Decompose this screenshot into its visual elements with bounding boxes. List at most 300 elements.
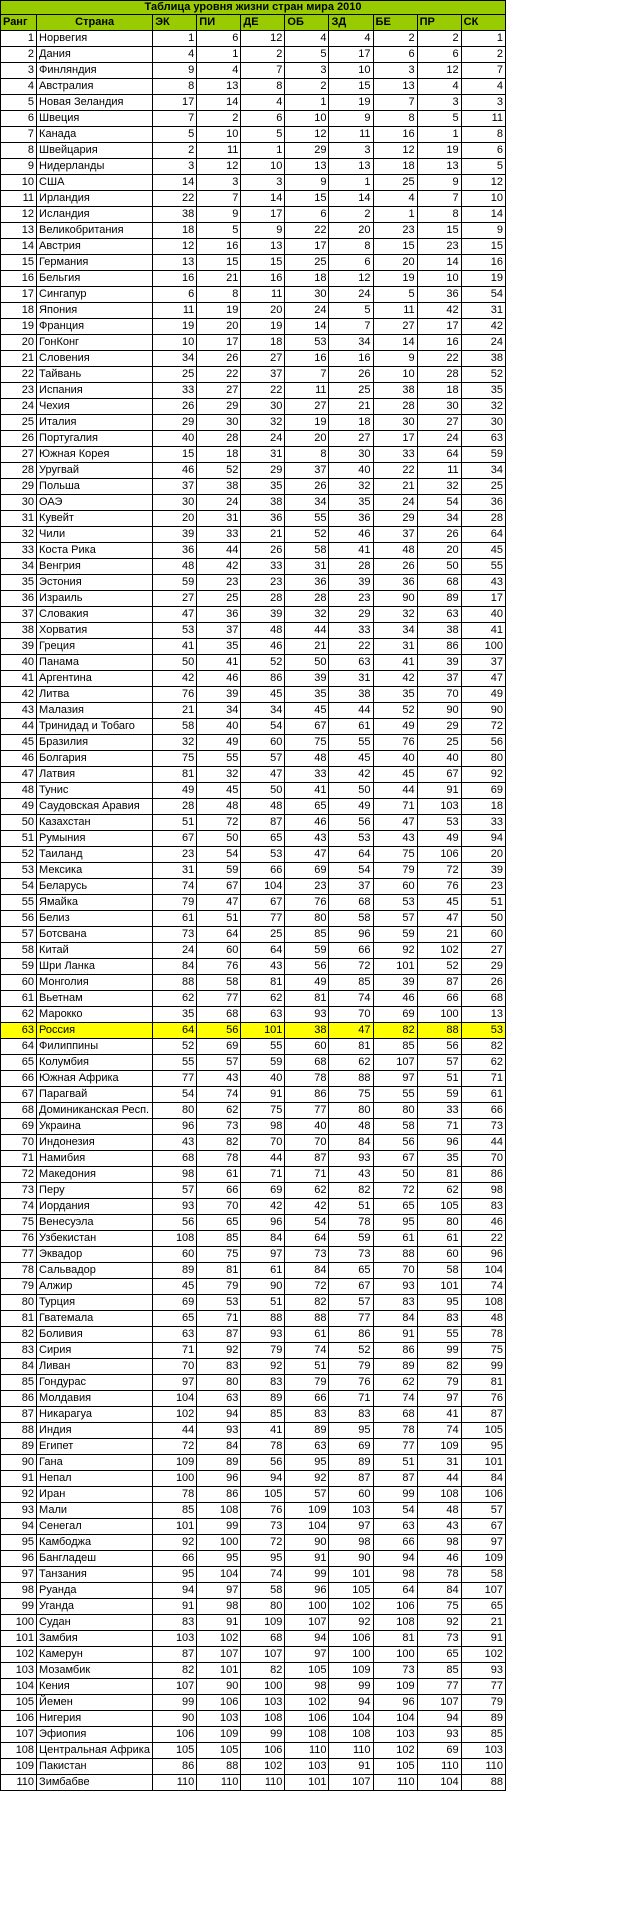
cell-pr: 4 [417,79,461,95]
cell-pr: 73 [417,1631,461,1647]
table-row [1,143,506,159]
cell-de: 33 [241,559,285,575]
cell-zd: 43 [329,1167,373,1183]
cell-ob: 85 [285,927,329,943]
cell-ek: 103 [153,1631,197,1647]
cell-pi: 23 [197,575,241,591]
cell-ek: 41 [153,639,197,655]
cell-be: 2 [373,31,417,47]
cell-de: 98 [241,1119,285,1135]
cell-ek: 31 [153,863,197,879]
cell-zd: 75 [329,1087,373,1103]
cell-de: 48 [241,623,285,639]
cell-ob: 15 [285,191,329,207]
cell-pr: 108 [417,1487,461,1503]
cell-ob: 88 [285,1311,329,1327]
cell-de: 99 [241,1727,285,1743]
cell-de: 101 [241,1023,285,1039]
cell-pi: 27 [197,383,241,399]
cell-be: 90 [373,591,417,607]
cell-zd: 38 [329,687,373,703]
cell-zd: 17 [329,47,373,63]
cell-sk: 50 [461,911,505,927]
cell-zd: 30 [329,447,373,463]
cell-country: Япония [37,303,153,319]
cell-sk: 92 [461,767,505,783]
cell-zd: 86 [329,1327,373,1343]
cell-rank: 38 [1,623,37,639]
cell-pr: 25 [417,735,461,751]
cell-ob: 48 [285,751,329,767]
cell-zd: 79 [329,1359,373,1375]
cell-country: Камбоджа [37,1535,153,1551]
table-row [1,383,506,399]
table-row [1,319,506,335]
cell-rank: 43 [1,703,37,719]
cell-ob: 76 [285,895,329,911]
cell-de: 65 [241,831,285,847]
cell-ek: 99 [153,1695,197,1711]
cell-pi: 36 [197,607,241,623]
cell-pr: 40 [417,751,461,767]
cell-pr: 20 [417,543,461,559]
table-row [1,639,506,655]
cell-zd: 33 [329,623,373,639]
cell-de: 54 [241,719,285,735]
cell-pr: 83 [417,1311,461,1327]
cell-zd: 25 [329,383,373,399]
cell-rank: 31 [1,511,37,527]
cell-zd: 41 [329,543,373,559]
cell-rank: 82 [1,1327,37,1343]
cell-pr: 87 [417,975,461,991]
table-row [1,1135,506,1151]
cell-rank: 35 [1,575,37,591]
cell-rank: 71 [1,1151,37,1167]
cell-pr: 33 [417,1103,461,1119]
cell-be: 19 [373,271,417,287]
cell-ob: 35 [285,687,329,703]
cell-ob: 18 [285,271,329,287]
cell-de: 97 [241,1247,285,1263]
cell-country: Руанда [37,1583,153,1599]
cell-pr: 104 [417,1775,461,1791]
cell-rank: 53 [1,863,37,879]
cell-ek: 107 [153,1679,197,1695]
cell-rank: 64 [1,1039,37,1055]
cell-sk: 13 [461,1007,505,1023]
cell-be: 63 [373,1519,417,1535]
cell-pi: 11 [197,143,241,159]
cell-ob: 13 [285,159,329,175]
cell-pr: 1 [417,127,461,143]
cell-sk: 20 [461,847,505,863]
cell-pi: 2 [197,111,241,127]
cell-be: 57 [373,911,417,927]
cell-zd: 62 [329,1055,373,1071]
cell-ob: 96 [285,1583,329,1599]
cell-ob: 43 [285,831,329,847]
cell-ek: 89 [153,1263,197,1279]
cell-pi: 90 [197,1679,241,1695]
cell-ob: 51 [285,1359,329,1375]
table-row [1,47,506,63]
cell-sk: 40 [461,607,505,623]
cell-ob: 55 [285,511,329,527]
cell-ek: 19 [153,319,197,335]
table-row [1,959,506,975]
header-sk: СК [461,15,505,31]
cell-de: 35 [241,479,285,495]
cell-sk: 71 [461,1071,505,1087]
cell-pi: 29 [197,399,241,415]
header-ob: ОБ [285,15,329,31]
cell-rank: 51 [1,831,37,847]
cell-ek: 63 [153,1327,197,1343]
table-row [1,175,506,191]
cell-pr: 2 [417,31,461,47]
cell-zd: 18 [329,415,373,431]
cell-de: 74 [241,1567,285,1583]
cell-be: 21 [373,479,417,495]
cell-country: Исландия [37,207,153,223]
cell-zd: 109 [329,1663,373,1679]
cell-ob: 37 [285,463,329,479]
cell-be: 34 [373,623,417,639]
cell-rank: 105 [1,1695,37,1711]
cell-country: Мексика [37,863,153,879]
table-row [1,527,506,543]
cell-ek: 106 [153,1727,197,1743]
cell-de: 68 [241,1631,285,1647]
cell-rank: 101 [1,1631,37,1647]
cell-pr: 49 [417,831,461,847]
cell-country: Казахстан [37,815,153,831]
cell-zd: 106 [329,1631,373,1647]
cell-pr: 57 [417,1055,461,1071]
cell-ob: 107 [285,1615,329,1631]
cell-be: 25 [373,175,417,191]
cell-rank: 30 [1,495,37,511]
cell-be: 77 [373,1439,417,1455]
cell-rank: 33 [1,543,37,559]
cell-rank: 110 [1,1775,37,1791]
cell-pr: 8 [417,207,461,223]
cell-country: Филиппины [37,1039,153,1055]
cell-sk: 99 [461,1359,505,1375]
cell-pi: 82 [197,1135,241,1151]
cell-sk: 47 [461,671,505,687]
cell-pi: 18 [197,447,241,463]
cell-pi: 10 [197,127,241,143]
cell-de: 7 [241,63,285,79]
cell-ek: 35 [153,1007,197,1023]
cell-pi: 40 [197,719,241,735]
cell-pi: 4 [197,63,241,79]
cell-pr: 85 [417,1663,461,1679]
cell-pi: 52 [197,463,241,479]
cell-ek: 1 [153,31,197,47]
cell-ob: 30 [285,287,329,303]
cell-ek: 50 [153,655,197,671]
cell-be: 30 [373,415,417,431]
table-title: Таблица уровня жизни стран мира 2010 [1,1,506,15]
cell-ek: 62 [153,991,197,1007]
cell-de: 72 [241,1535,285,1551]
cell-zd: 6 [329,255,373,271]
cell-country: Коста Рика [37,543,153,559]
cell-pi: 88 [197,1759,241,1775]
cell-be: 56 [373,1135,417,1151]
cell-ek: 28 [153,799,197,815]
cell-pr: 34 [417,511,461,527]
cell-rank: 106 [1,1711,37,1727]
cell-country: Словакия [37,607,153,623]
cell-sk: 29 [461,959,505,975]
cell-rank: 13 [1,223,37,239]
cell-ob: 38 [285,1023,329,1039]
cell-pi: 46 [197,671,241,687]
cell-sk: 11 [461,111,505,127]
cell-be: 28 [373,399,417,415]
cell-pr: 78 [417,1567,461,1583]
table-row [1,991,506,1007]
cell-de: 52 [241,655,285,671]
cell-ob: 45 [285,703,329,719]
cell-zd: 100 [329,1647,373,1663]
cell-zd: 45 [329,751,373,767]
cell-ob: 19 [285,415,329,431]
cell-ek: 109 [153,1455,197,1471]
cell-be: 27 [373,319,417,335]
cell-sk: 14 [461,207,505,223]
cell-rank: 67 [1,1087,37,1103]
cell-pi: 50 [197,831,241,847]
cell-country: Тунис [37,783,153,799]
cell-de: 63 [241,1007,285,1023]
cell-zd: 26 [329,367,373,383]
cell-be: 59 [373,927,417,943]
cell-pi: 25 [197,591,241,607]
cell-sk: 109 [461,1551,505,1567]
cell-sk: 108 [461,1295,505,1311]
cell-be: 41 [373,655,417,671]
cell-sk: 76 [461,1391,505,1407]
cell-ek: 105 [153,1743,197,1759]
table-row [1,1167,506,1183]
cell-pr: 41 [417,1407,461,1423]
cell-be: 38 [373,383,417,399]
cell-rank: 75 [1,1215,37,1231]
cell-pi: 71 [197,1311,241,1327]
cell-be: 76 [373,735,417,751]
cell-be: 96 [373,1695,417,1711]
cell-de: 104 [241,879,285,895]
cell-de: 40 [241,1071,285,1087]
cell-country: Македония [37,1167,153,1183]
cell-pr: 56 [417,1039,461,1055]
cell-pr: 88 [417,1023,461,1039]
cell-country: Греция [37,639,153,655]
cell-de: 80 [241,1599,285,1615]
cell-ek: 58 [153,719,197,735]
cell-country: Белиз [37,911,153,927]
cell-ob: 95 [285,1455,329,1471]
cell-ek: 83 [153,1615,197,1631]
cell-country: Нидерланды [37,159,153,175]
cell-rank: 37 [1,607,37,623]
table-row [1,351,506,367]
cell-pr: 110 [417,1759,461,1775]
cell-rank: 48 [1,783,37,799]
cell-ob: 22 [285,223,329,239]
cell-pr: 52 [417,959,461,975]
table-row [1,255,506,271]
cell-zd: 2 [329,207,373,223]
cell-de: 8 [241,79,285,95]
table-row [1,1087,506,1103]
cell-de: 82 [241,1663,285,1679]
cell-zd: 28 [329,559,373,575]
cell-zd: 107 [329,1775,373,1791]
cell-rank: 61 [1,991,37,1007]
cell-ek: 108 [153,1231,197,1247]
cell-zd: 57 [329,1295,373,1311]
cell-be: 69 [373,1007,417,1023]
cell-rank: 45 [1,735,37,751]
table-row [1,1279,506,1295]
cell-zd: 24 [329,287,373,303]
table-row [1,1407,506,1423]
cell-pi: 101 [197,1663,241,1679]
cell-rank: 92 [1,1487,37,1503]
cell-sk: 88 [461,1775,505,1791]
cell-sk: 105 [461,1423,505,1439]
cell-de: 3 [241,175,285,191]
cell-be: 60 [373,879,417,895]
cell-ob: 9 [285,175,329,191]
table-row [1,815,506,831]
table-row [1,1359,506,1375]
cell-ob: 110 [285,1743,329,1759]
cell-country: Непал [37,1471,153,1487]
cell-country: Сингапур [37,287,153,303]
cell-ob: 1 [285,95,329,111]
table-row [1,719,506,735]
cell-ek: 60 [153,1247,197,1263]
cell-pi: 75 [197,1247,241,1263]
cell-de: 5 [241,127,285,143]
cell-be: 49 [373,719,417,735]
cell-ob: 104 [285,1519,329,1535]
cell-rank: 28 [1,463,37,479]
cell-pr: 12 [417,63,461,79]
cell-ob: 100 [285,1599,329,1615]
cell-ob: 103 [285,1759,329,1775]
cell-be: 91 [373,1327,417,1343]
cell-de: 85 [241,1407,285,1423]
cell-be: 66 [373,1535,417,1551]
cell-pr: 54 [417,495,461,511]
cell-zd: 21 [329,399,373,415]
table-row [1,1679,506,1695]
cell-ek: 46 [153,463,197,479]
cell-sk: 51 [461,895,505,911]
cell-pr: 106 [417,847,461,863]
cell-pr: 11 [417,463,461,479]
cell-pi: 51 [197,911,241,927]
cell-pr: 35 [417,1151,461,1167]
cell-ob: 97 [285,1647,329,1663]
cell-rank: 29 [1,479,37,495]
cell-sk: 89 [461,1711,505,1727]
cell-de: 20 [241,303,285,319]
cell-ek: 7 [153,111,197,127]
cell-country: Словения [37,351,153,367]
cell-ek: 8 [153,79,197,95]
cell-pi: 39 [197,687,241,703]
cell-pi: 13 [197,79,241,95]
table-row [1,1231,506,1247]
cell-zd: 44 [329,703,373,719]
cell-pr: 39 [417,655,461,671]
cell-ob: 24 [285,303,329,319]
cell-rank: 17 [1,287,37,303]
cell-sk: 82 [461,1039,505,1055]
cell-rank: 50 [1,815,37,831]
cell-rank: 52 [1,847,37,863]
cell-de: 26 [241,543,285,559]
cell-zd: 73 [329,1247,373,1263]
cell-pr: 100 [417,1007,461,1023]
cell-country: Норвегия [37,31,153,47]
cell-de: 1 [241,143,285,159]
cell-pr: 105 [417,1199,461,1215]
cell-country: Южная Корея [37,447,153,463]
cell-pi: 49 [197,735,241,751]
cell-pi: 37 [197,623,241,639]
cell-be: 40 [373,751,417,767]
cell-zd: 35 [329,495,373,511]
cell-be: 32 [373,607,417,623]
cell-pi: 20 [197,319,241,335]
cell-ek: 64 [153,1023,197,1039]
cell-sk: 25 [461,479,505,495]
cell-country: Испания [37,383,153,399]
cell-ek: 33 [153,383,197,399]
cell-pi: 35 [197,639,241,655]
cell-ob: 34 [285,495,329,511]
table-row [1,783,506,799]
cell-de: 24 [241,431,285,447]
cell-sk: 35 [461,383,505,399]
cell-pr: 28 [417,367,461,383]
cell-pi: 43 [197,1071,241,1087]
cell-ek: 100 [153,1471,197,1487]
cell-be: 20 [373,255,417,271]
cell-de: 17 [241,207,285,223]
cell-be: 94 [373,1551,417,1567]
cell-de: 109 [241,1615,285,1631]
cell-rank: 10 [1,175,37,191]
cell-pi: 73 [197,1119,241,1135]
cell-de: 30 [241,399,285,415]
cell-country: Хорватия [37,623,153,639]
cell-ob: 94 [285,1631,329,1647]
cell-ob: 49 [285,975,329,991]
cell-sk: 70 [461,1151,505,1167]
cell-sk: 55 [461,559,505,575]
